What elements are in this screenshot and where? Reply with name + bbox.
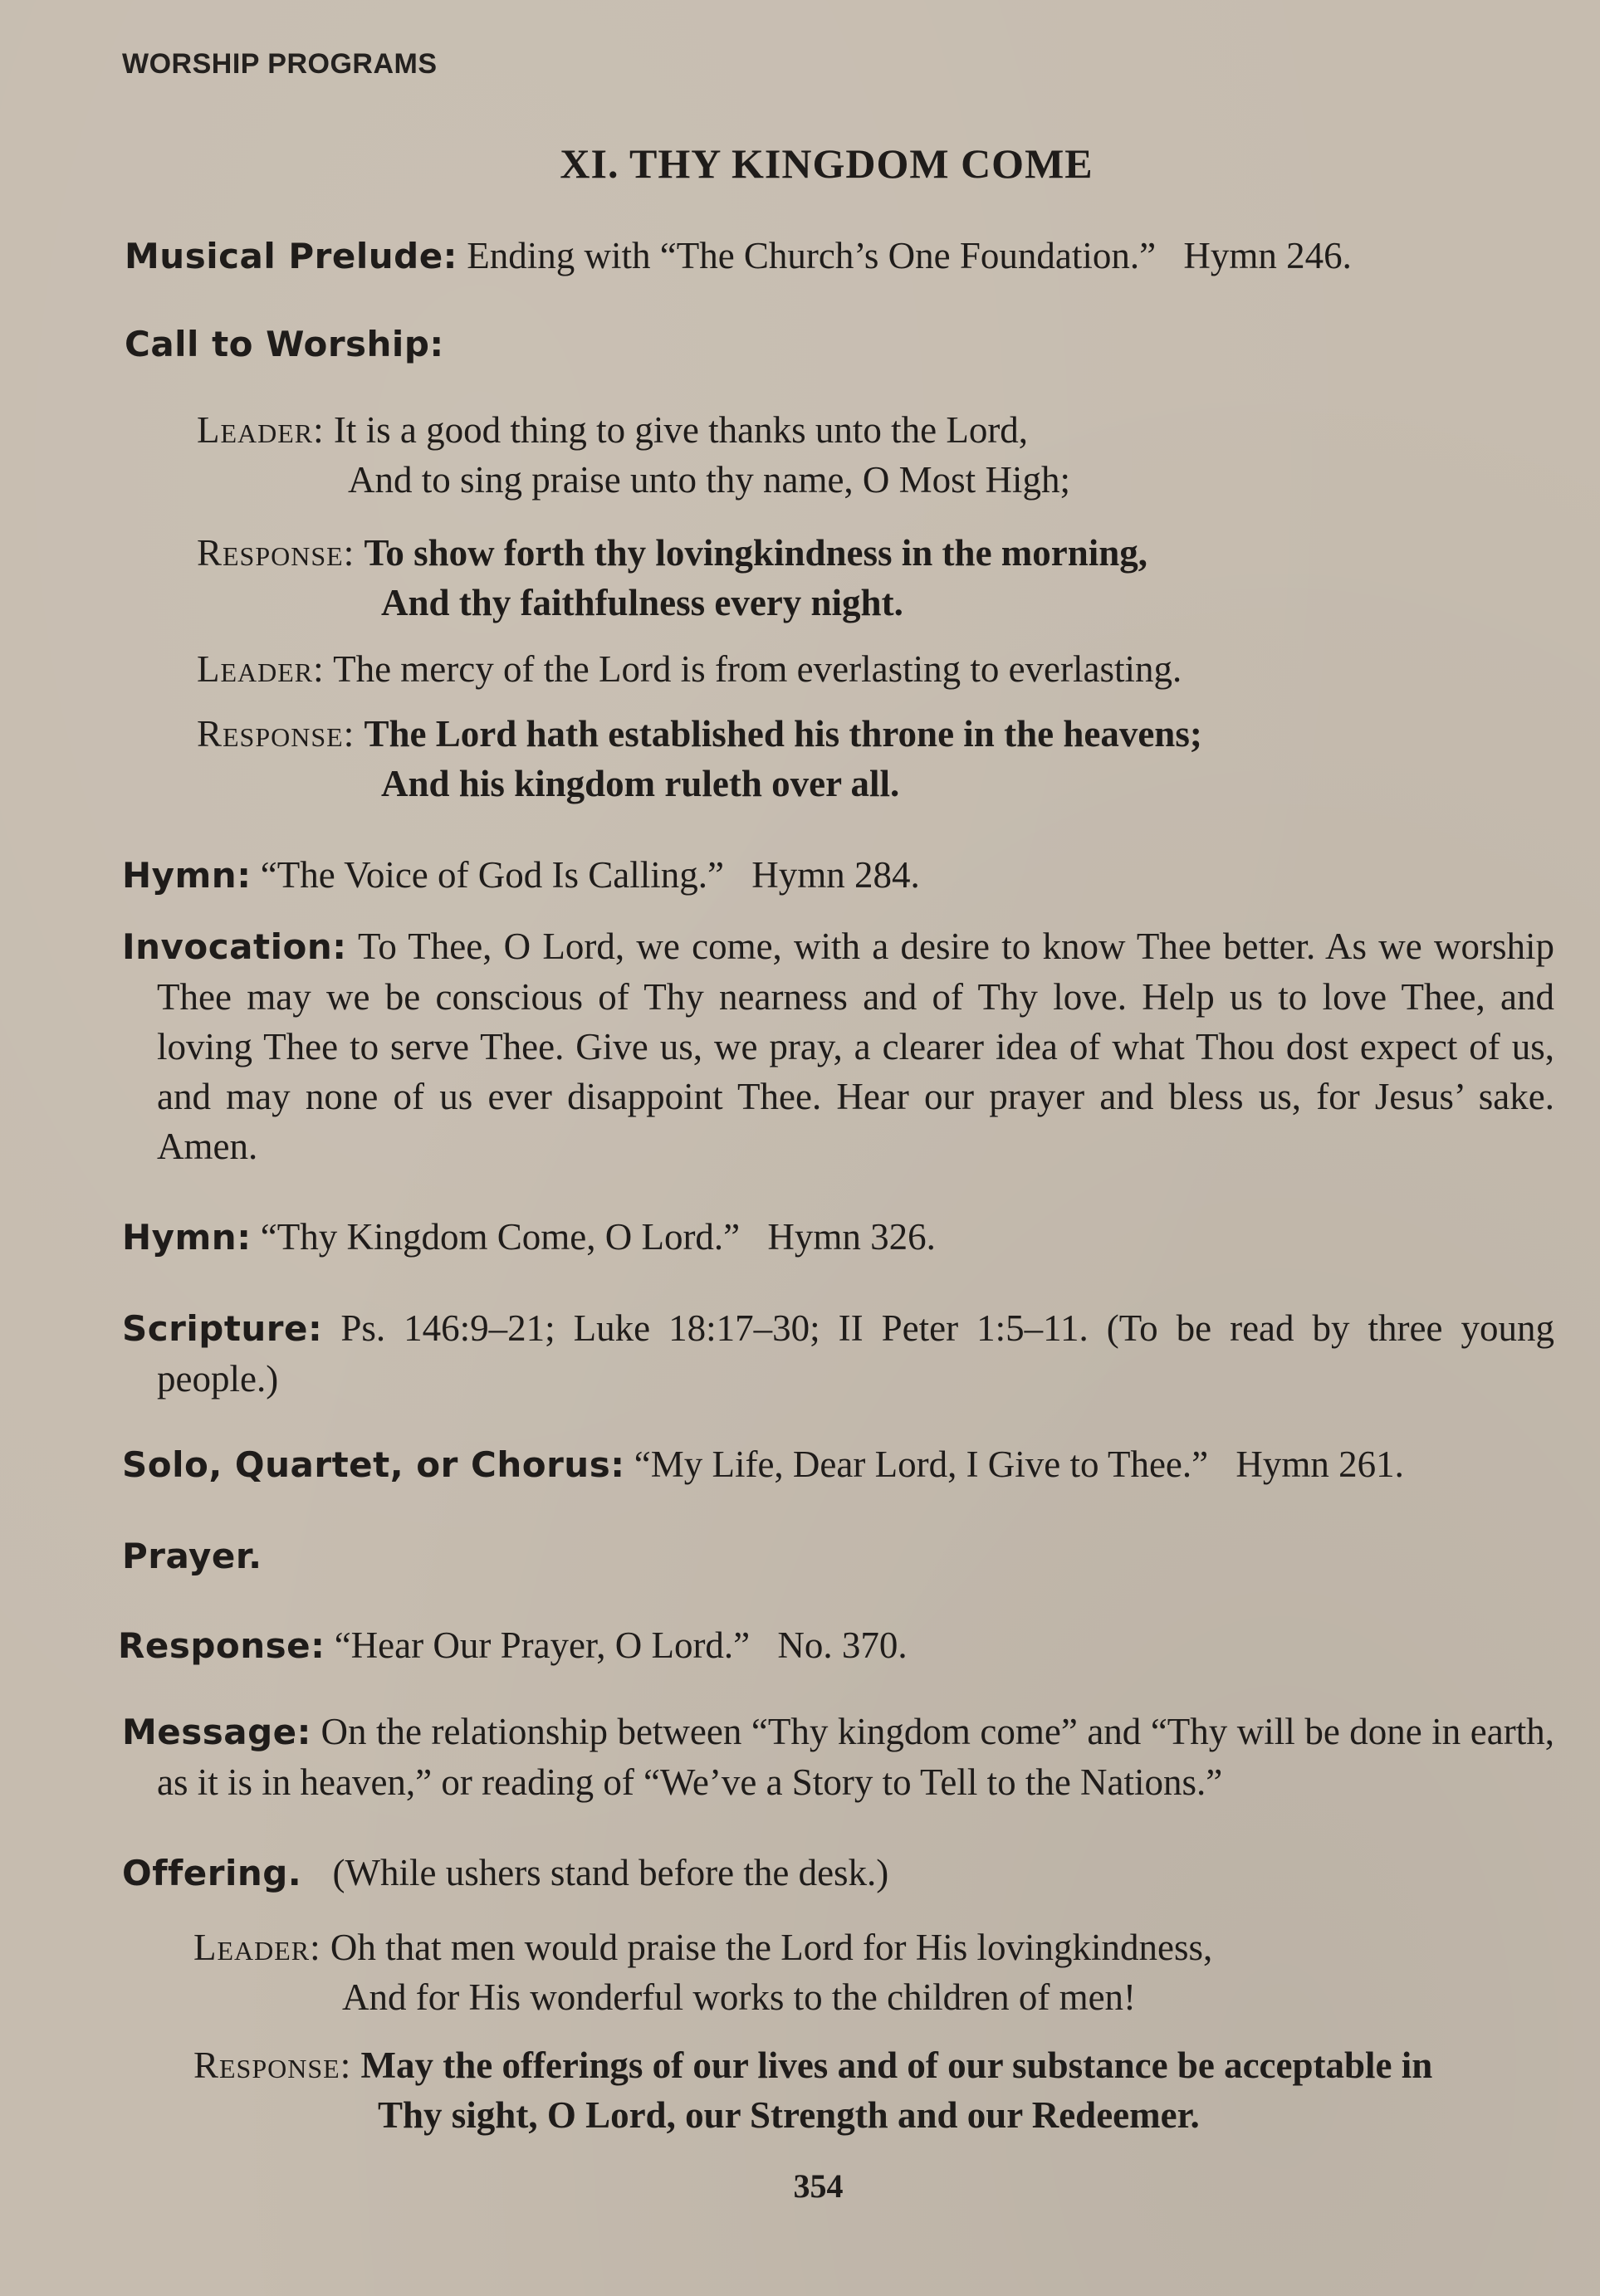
scripture-text: Ps. 146:9–21; Luke 18:17–30; II Peter 1:5–11. (To be read by three young people.): [157, 1307, 1555, 1400]
response-label: Response:: [118, 1625, 325, 1666]
leader-2-label: Leader:: [197, 648, 325, 690]
call-to-worship-heading: [125, 322, 444, 365]
response-2-line-1: [197, 712, 1202, 755]
invocation-paragraph: [122, 921, 1554, 1171]
prelude-line: [125, 234, 1352, 277]
prelude-hymn: Hymn 246.: [1183, 235, 1352, 276]
invocation-label: Invocation:: [122, 926, 347, 967]
offering-leader-text-2: And for His wonderful works to the children of men!: [342, 1976, 1137, 2018]
response-number: No. 370.: [777, 1624, 908, 1666]
response-2-line-2: [381, 762, 899, 805]
response-1-label: Response:: [197, 532, 355, 574]
prelude-text: Ending with “The Church’s One Foundation.”: [467, 235, 1157, 276]
offering-label: Offering.: [122, 1853, 302, 1893]
hymn-1-line: [122, 853, 920, 896]
response-line: [118, 1624, 908, 1667]
offering-response-text-1: May the offerings of our lives and of our substance be acceptable in: [360, 2044, 1433, 2086]
prayer-line: [122, 1534, 262, 1577]
page-number-text: 354: [793, 2167, 844, 2205]
page-title: [0, 139, 1600, 188]
leader-1-text-1: It is a good thing to give thanks unto the Lord,: [333, 409, 1029, 451]
call-to-worship-label: Call to Worship:: [125, 324, 444, 364]
leader-1-text-2: And to sing praise unto thy name, O Most High;: [348, 459, 1070, 501]
hymn-1-text: “The Voice of God Is Calling.”: [260, 854, 724, 896]
response-1-line-1: [197, 531, 1147, 574]
invocation-text: To Thee, O Lord, we come, with a desire to know Thee better. As we worship Thee may we be conscious of Thy nearness and of Thy love. Help us to love Thee, and loving Thee to serve Thee. Give us, we pray, a clearer idea of what Thou dost expect of us, and may none of us ever disappoint Thee. Hear our prayer and bless us, for Jesus’ sake. Amen.: [157, 926, 1554, 1167]
leader-1-line-2: [348, 458, 1070, 501]
response-2-text-2: And his kingdom ruleth over all.: [381, 763, 900, 804]
leader-2-line-1: [197, 647, 1182, 691]
message-paragraph: [122, 1707, 1554, 1807]
message-text: On the relationship between “Thy kingdom come” and “Thy will be done in earth, as it is in heaven,” or reading of “We’ve a Story to Tell to the Nations.”: [157, 1711, 1554, 1803]
hymn-2-number: Hymn 326.: [767, 1216, 936, 1258]
offering-note: (While ushers stand before the desk.): [332, 1852, 889, 1893]
solo-text: “My Life, Dear Lord, I Give to Thee.”: [634, 1444, 1209, 1485]
offering-leader-line-2: [342, 1976, 1136, 2019]
solo-hymn: Hymn 261.: [1235, 1444, 1404, 1485]
response-1-line-2: [381, 581, 903, 624]
offering-leader-text-1: Oh that men would praise the Lord for His lovingkindness,: [330, 1927, 1213, 1968]
response-2-text-1: The Lord hath established his throne in the heavens;: [364, 713, 1202, 755]
leader-1-line-1: [197, 408, 1028, 452]
hymn-1-label: Hymn:: [122, 855, 252, 896]
scripture-label: Scripture:: [122, 1308, 323, 1349]
solo-label: Solo, Quartet, or Chorus:: [122, 1444, 625, 1485]
offering-leader-label: Leader:: [193, 1927, 321, 1968]
message-label: Message:: [122, 1712, 311, 1752]
running-head: WORSHIP PROGRAMS: [122, 48, 438, 80]
prayer-label: Prayer.: [122, 1536, 262, 1576]
hymn-1-number: Hymn 284.: [751, 854, 920, 896]
hymn-2-label: Hymn:: [122, 1217, 252, 1258]
leader-1-label: Leader:: [197, 409, 325, 451]
offering-response-line-1: [193, 2044, 1432, 2087]
title-text: XI. THY KINGDOM COME: [560, 140, 1094, 187]
offering-leader-line-1: [193, 1926, 1212, 1969]
offering-response-line-2: [378, 2093, 1200, 2137]
response-2-label: Response:: [197, 713, 355, 755]
prelude-label: Musical Prelude:: [125, 236, 457, 276]
response-text: “Hear Our Prayer, O Lord.”: [334, 1624, 751, 1666]
hymn-2-line: [122, 1215, 936, 1258]
scripture-paragraph: [122, 1303, 1554, 1404]
hymn-2-text: “Thy Kingdom Come, O Lord.”: [260, 1216, 741, 1258]
offering-response-label: Response:: [193, 2044, 352, 2086]
page-number: [0, 2167, 1600, 2206]
response-1-text-1: To show forth thy lovingkindness in the morning,: [364, 532, 1148, 574]
offering-response-text-2: Thy sight, O Lord, our Strength and our Redeemer.: [378, 2094, 1200, 2136]
offering-line: [122, 1851, 888, 1894]
leader-2-text-1: The mercy of the Lord is from everlasting to everlasting.: [333, 648, 1182, 690]
solo-line: [122, 1443, 1404, 1486]
response-1-text-2: And thy faithfulness every night.: [381, 582, 903, 623]
